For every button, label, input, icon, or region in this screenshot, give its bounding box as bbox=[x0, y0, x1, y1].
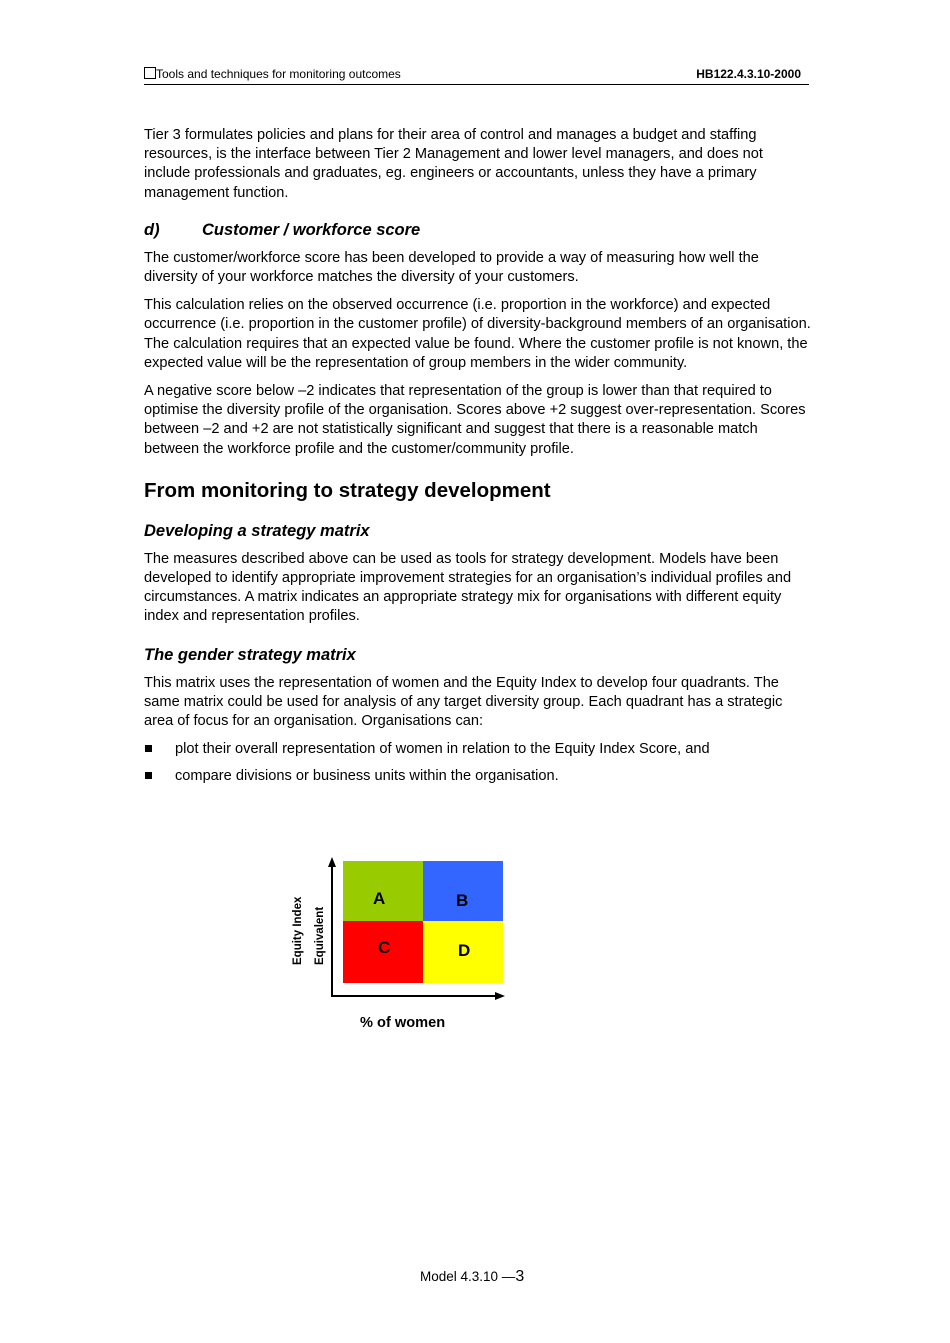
main-heading: From monitoring to strategy development bbox=[144, 478, 551, 502]
bullet-square-icon bbox=[145, 745, 152, 752]
page-content bbox=[144, 126, 812, 795]
header-title: Tools and techniques for monitoring outcomes bbox=[144, 67, 401, 81]
y-axis-label-line2: Equivalent bbox=[314, 906, 326, 965]
x-axis-arrow-icon bbox=[495, 992, 505, 1000]
bullet-square-icon bbox=[145, 772, 152, 779]
footer-model-text: Model 4.3.10 — bbox=[420, 1269, 516, 1284]
quadrant-c-label: C bbox=[378, 938, 391, 957]
section-d-paragraph-1: The customer/workforce score has been developed to provide a way of measuring how well the diversity of your workforce matches the diversity of your customers. bbox=[144, 249, 759, 286]
gender-matrix-paragraph: This matrix uses the representation of women and the Equity Index to develop four quadrants. The same matrix could be used for analysis of any target diversity group. Each quadrant has a strategic area of focus for an organisation. Organisations can: bbox=[144, 674, 783, 730]
strategy-matrix-heading: Developing a strategy matrix bbox=[144, 521, 370, 540]
checkbox-glyph-icon bbox=[144, 67, 156, 79]
section-d-number: d) bbox=[144, 220, 160, 239]
gender-matrix-heading: The gender strategy matrix bbox=[144, 645, 356, 664]
list-item: compare divisions or business units within the organisation. bbox=[144, 767, 812, 786]
quadrant-d bbox=[423, 921, 503, 983]
quadrant-c bbox=[343, 921, 423, 983]
section-d-paragraph-3: A negative score below –2 indicates that representation of the group is lower than that required to optimise the diversity profile of the organisation. Scores above +2 suggest over-representation. Scores between –2 and +2 are not statistically significant and suggest that there is a reasonable match between the workforce profile and the customer/community profile. bbox=[144, 383, 806, 457]
section-d-heading bbox=[144, 220, 812, 240]
page-footer bbox=[420, 1268, 524, 1286]
y-axis-arrow-icon bbox=[328, 857, 336, 867]
document-code: HB122.4.3.10-2000 bbox=[696, 67, 801, 81]
gender-strategy-matrix bbox=[285, 855, 525, 1040]
quadrant-b-label: B bbox=[456, 891, 469, 910]
page-header bbox=[144, 67, 809, 85]
page-number: 3 bbox=[515, 1268, 525, 1285]
quadrant-d-label: D bbox=[458, 941, 471, 960]
section-d-paragraph-2: This calculation relies on the observed occurrence (i.e. proportion in the workforce) and expected occurrence (i.e. proportion in the customer profile) of diversity-background members of an organisation. The calculation requires that an expected value be found. Where the customer profile is not known, the expected value will be the representation of group members in the wider community. bbox=[144, 297, 811, 371]
section-d-title: Customer / workforce score bbox=[202, 220, 421, 239]
quadrant-b bbox=[423, 861, 503, 921]
intro-paragraph: Tier 3 formulates policies and plans for their area of control and manages a budget and staffing resources, is the interface between Tier 2 Management and lower level managers, and does not include professionals and graduates, eg. engineers or accountants, unless they have a primary management function. bbox=[144, 127, 763, 201]
strategy-matrix-paragraph: The measures described above can be used as tools for strategy development. Models have been developed to identify appropriate improvement strategies for an organisation’s individual profiles and circumstances. A matrix indicates an appropriate strategy mix for organisations with different equity index and representation profiles. bbox=[144, 550, 792, 625]
quadrant-a-label: A bbox=[373, 889, 386, 908]
y-axis-label-line1: Equity Index bbox=[292, 896, 304, 965]
quadrant-a bbox=[343, 861, 423, 921]
x-axis-label: % of women bbox=[360, 1015, 446, 1031]
bullet-list bbox=[144, 740, 812, 786]
list-item: plot their overall representation of women in relation to the Equity Index Score, and bbox=[144, 740, 812, 759]
